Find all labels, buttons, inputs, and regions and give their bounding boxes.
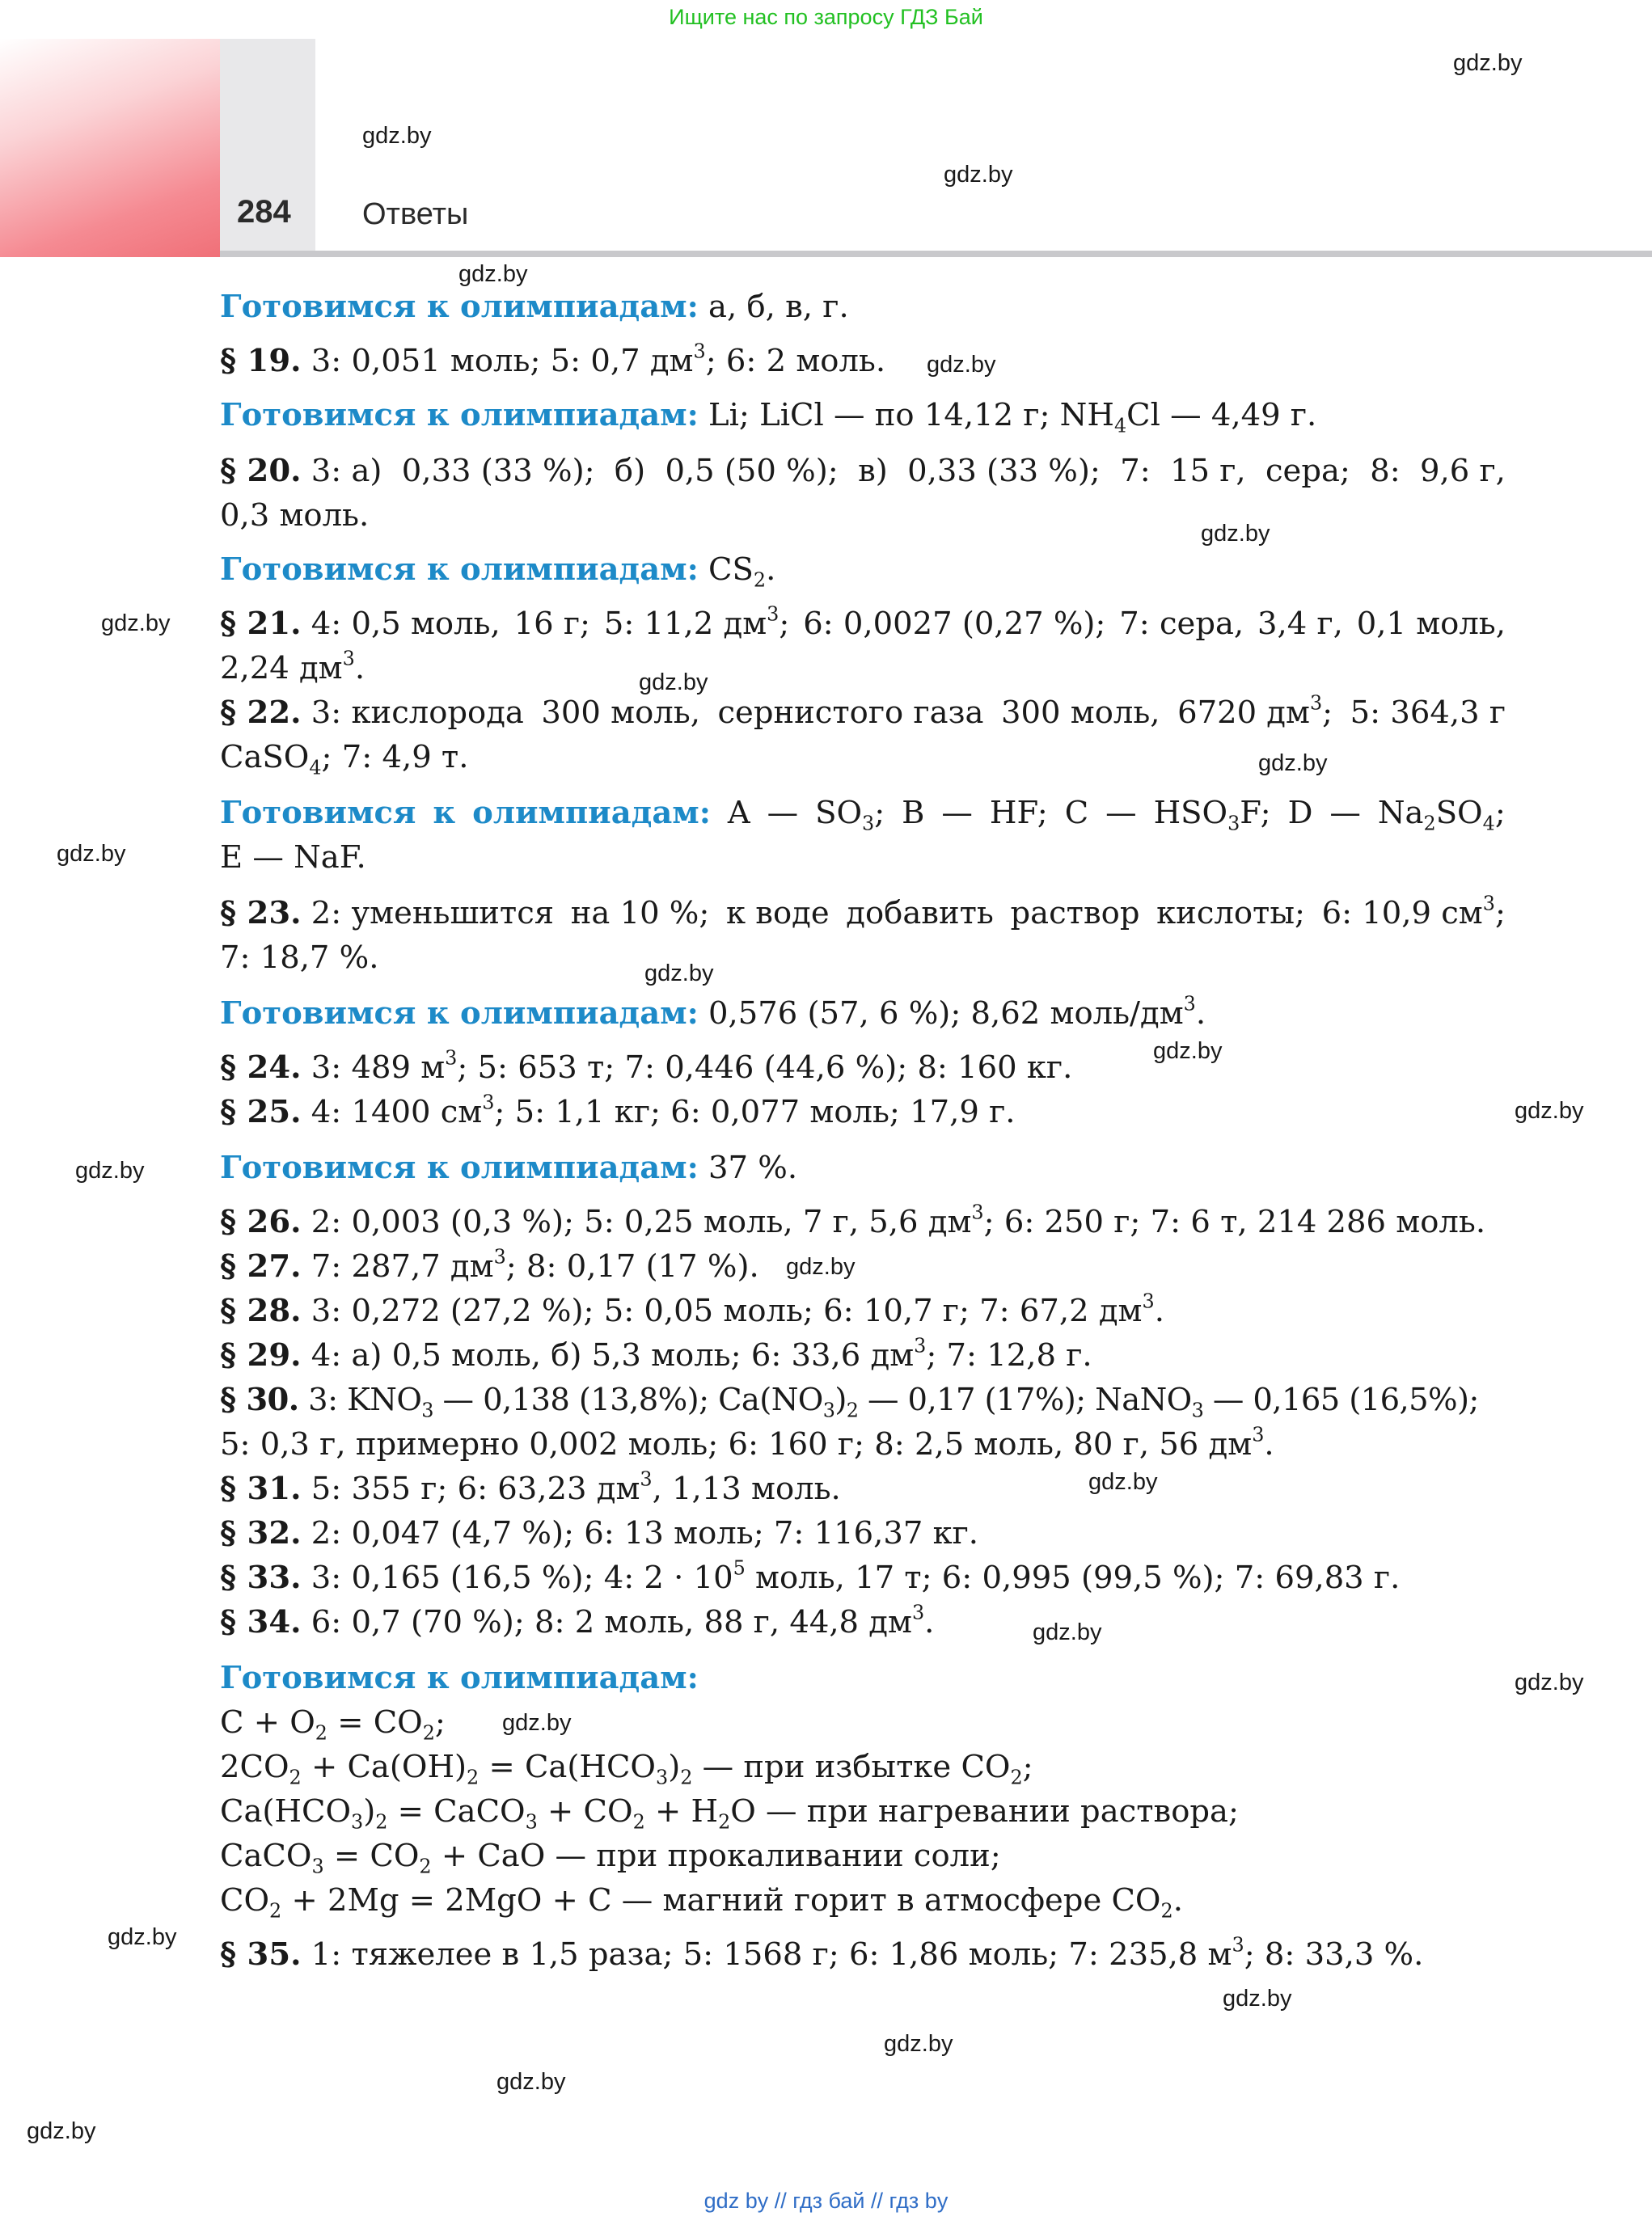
answer-line: § 30. 3: $KNO_3$ — 0,138 (13,8%); $Ca(NO_3)_2$ — 0,17 (17%); NaNO$_3$ — 0,165 (16,5%); (220, 1382, 1479, 1422)
watermark: gdz.by (786, 1254, 856, 1280)
answer-line: § 21. 4: 0,5 моль, 16 г; 5: 11,2 $дм^3$; 6: 0,0027 (0,27 %); 7: сера, 3,4 г, 0,1 моль, (220, 602, 1506, 642)
watermark: gdz.by (1258, 750, 1328, 776)
answer-line: § 25. 4: 1400 $см^3$; 5: 1,1 кг; 6: 0,077 моль; 17,9 г. (220, 1091, 1016, 1130)
watermark: gdz.by (27, 2118, 96, 2144)
watermark: gdz.by (1453, 50, 1523, 76)
equation-line: CaCO$_3$ = $CO_2$ + CaO — при прокаливании соли; (220, 1838, 1001, 1878)
watermark: gdz.by (644, 961, 714, 986)
answer-line: § 32. 2: 0,047 (4,7 %); 6: 13 моль; 7: 116,37 кг. (220, 1515, 979, 1552)
answer-line: § 28. 3: 0,272 (27,2 %); 5: 0,05 моль; 6: 10,7 г; 7: 67,2 $дм^3$. (220, 1290, 1164, 1329)
answer-line: § 31. 5: 355 г; 6: 63,23 $дм^3$, 1,13 моль. (220, 1467, 841, 1507)
watermark: gdz.by (108, 1924, 177, 1950)
answer-line: § 34. 6: 0,7 (70 %); 8: 2 моль, 88 г, 44,8 $дм^3$. (220, 1601, 935, 1640)
answer-line: § 24. 3: 489 $м^3$; 5: 653 т; 7: 0,446 (44,6 %); 8: 160 кг. (220, 1046, 1073, 1086)
equation-line: $CO_2 + 2Mg = 2MgO + C$ — магний горит в атмосфере $CO_2$. (220, 1882, 1183, 1923)
watermark: gdz.by (944, 162, 1013, 188)
watermark: gdz.by (101, 610, 171, 636)
watermark: gdz.by (1153, 1038, 1223, 1064)
answer-line: E — NaF. (220, 839, 366, 876)
watermark: gdz.by (884, 2031, 953, 2057)
answer-line: Готовимся к олимпиадам: $CS_2$. (220, 551, 776, 592)
answer-line: 7: 18,7 %. (220, 939, 379, 976)
answer-line: § 22. 3: кислорода 300 моль, сернистого газа 300 моль, 6720 $дм^3$; 5: 364,3 г (220, 691, 1506, 731)
answer-line: § 23. 2: уменьшится на 10 %; к воде добавить раствор кислоты; 6: 10,9 $см^3$; (220, 892, 1506, 931)
answer-line: Готовимся к олимпиадам: (220, 1660, 699, 1696)
watermark: gdz.by (927, 352, 996, 378)
watermark: gdz.by (458, 261, 528, 287)
footer-links (0, 2189, 1652, 2214)
watermark: gdz.by (1201, 521, 1270, 547)
watermark: gdz.by (1223, 1986, 1292, 2012)
watermark: gdz.by (1033, 1619, 1102, 1645)
answer-line: 5: 0,3 г, примерно 0,002 моль; 6: 160 г; 8: 2,5 моль, 80 г, 56 $дм^3$. (220, 1423, 1274, 1463)
answer-line: § 20. 3: а) 0,33 (33 %); б) 0,5 (50 %); в) 0,33 (33 %); 7: 15 г, сера; 8: 9,6 г, (220, 453, 1506, 489)
answer-line: Готовимся к олимпиадам: A — $SO_3$; B — HF; C — $HSO_3F$; D — $Na_2SO_4$; (220, 795, 1506, 835)
watermark: gdz.by (57, 841, 126, 867)
answer-line: Готовимся к олимпиадам: 0,576 (57, 6 %); 8,62 моль/$дм^3$. (220, 992, 1206, 1032)
watermark: gdz.by (1088, 1469, 1158, 1495)
answer-line: Готовимся к олимпиадам: Li; LiCl — по 14,12 г; $NH_4Cl$ — 4,49 г. (220, 397, 1317, 437)
watermark: gdz.by (1515, 1098, 1584, 1124)
section-title: Ответы (362, 197, 469, 231)
answer-line: § 27. 7: 287,7 $дм^3$; 8: 0,17 (17 %). (220, 1245, 759, 1285)
top-banner[interactable]: Ищите нас по запросу ГДЗ Бай (669, 5, 983, 29)
answer-line: CaSO$_4$; 7: 4,9 т. (220, 739, 469, 779)
footer-link-gdz-bai[interactable]: гдз бай (792, 2189, 865, 2213)
footer-link-gdz-by-ru[interactable]: гдз by (889, 2189, 949, 2213)
answer-line: § 29. 4: а) 0,5 моль, б) 5,3 моль; 6: 33,6 $дм^3$; 7: 12,8 г. (220, 1334, 1092, 1374)
watermark: gdz.by (1515, 1670, 1584, 1695)
equation-line: $C + O_2 = CO_2$; (220, 1704, 446, 1745)
watermark: gdz.by (362, 123, 432, 149)
equation-line: $2CO_2 + Ca(OH)_2 = Ca(HCO_3)_2$ — при избытке $CO_2$; (220, 1749, 1033, 1789)
footer-separator: // (774, 2189, 787, 2213)
answer-line: § 26. 2: 0,003 (0,3 %); 5: 0,25 моль, 7 г, 5,6 $дм^3$; 6: 250 г; 7: 6 т, 214 286 моль. (220, 1201, 1486, 1240)
answer-line: Готовимся к олимпиадам: а, б, в, г. (220, 289, 849, 325)
watermark: gdz.by (639, 669, 708, 695)
footer-separator: // (871, 2189, 884, 2213)
answer-line: 0,3 моль. (220, 497, 370, 534)
answer-line: Готовимся к олимпиадам: 37 %. (220, 1150, 798, 1186)
page-number: 284 (237, 194, 291, 230)
answer-line: 2,24 $дм^3$. (220, 647, 365, 686)
corner-decoration (0, 39, 220, 257)
answer-line: § 33. 3: 0,165 (16,5 %); 4: $2 \cdot 10^5$ моль, 17 т; 6: 0,995 (99,5 %); 7: 69,83 г. (220, 1556, 1401, 1596)
footer-link-gdz-by[interactable]: gdz by (703, 2189, 769, 2213)
equation-line: $Ca(HCO_3)_2$ = CaCO$_3$ + $CO_2 + H_2O$ — при нагревании раствора; (220, 1793, 1239, 1834)
header-rule (220, 251, 1652, 257)
answers-content (220, 285, 1514, 1977)
watermark: gdz.by (502, 1710, 572, 1736)
watermark: gdz.by (75, 1158, 145, 1184)
watermark: gdz.by (496, 2069, 566, 2095)
answer-line: § 19. 3: 0,051 моль; 5: 0,7 $дм^3$; 6: 2 моль. (220, 340, 886, 379)
answer-line: § 35. 1: тяжелее в 1,5 раза; 5: 1568 г; 6: 1,86 моль; 7: 235,8 $м^3$; 8: 33,3 %. (220, 1933, 1424, 1973)
